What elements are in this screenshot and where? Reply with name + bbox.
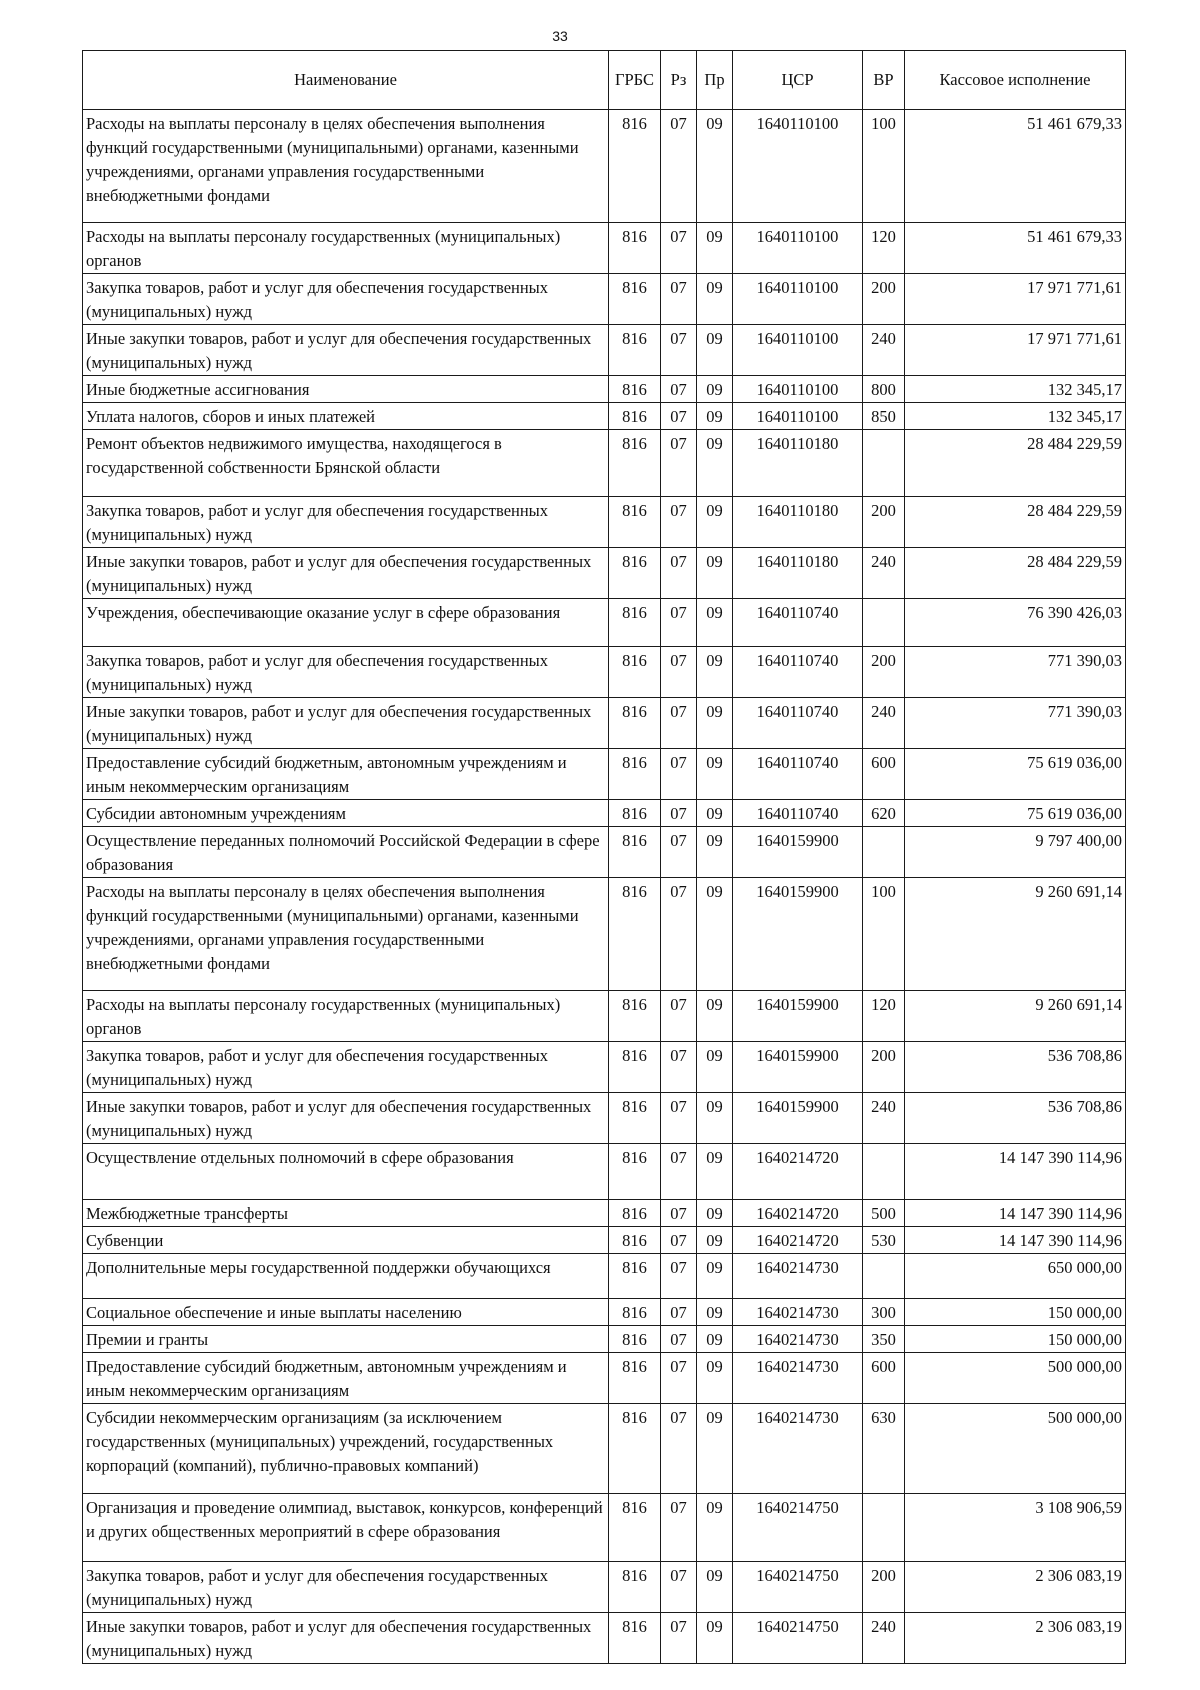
row-grbs: 816	[609, 1227, 661, 1254]
table-row	[83, 1299, 1126, 1326]
row-name: Закупка товаров, работ и услуг для обеспечения государственных (муниципальных) нужд	[83, 1562, 609, 1613]
row-vr: 600	[863, 1353, 905, 1404]
row-name: Дополнительные меры государственной поддержки обучающихся	[83, 1254, 609, 1299]
table-header-row	[83, 51, 1126, 110]
row-csr: 1640110740	[733, 800, 863, 827]
row-pr: 09	[697, 1254, 733, 1299]
row-rz: 07	[661, 274, 697, 325]
row-amount: 28 484 229,59	[905, 430, 1126, 497]
row-pr: 09	[697, 376, 733, 403]
row-name: Расходы на выплаты персоналу государственных (муниципальных) органов	[83, 223, 609, 274]
row-pr: 09	[697, 991, 733, 1042]
row-name: Премии и гранты	[83, 1326, 609, 1353]
table-body	[83, 110, 1126, 1664]
row-pr: 09	[697, 698, 733, 749]
row-csr: 1640214750	[733, 1562, 863, 1613]
row-csr: 1640214730	[733, 1254, 863, 1299]
row-csr: 1640159900	[733, 827, 863, 878]
row-pr: 09	[697, 599, 733, 647]
row-vr: 530	[863, 1227, 905, 1254]
row-rz: 07	[661, 647, 697, 698]
row-rz: 07	[661, 800, 697, 827]
row-csr: 1640110180	[733, 548, 863, 599]
budget-execution-table	[82, 50, 1126, 1664]
table-row	[83, 1254, 1126, 1299]
row-grbs: 816	[609, 991, 661, 1042]
header-csr: ЦСР	[733, 51, 863, 110]
row-vr: 630	[863, 1404, 905, 1494]
row-name: Закупка товаров, работ и услуг для обеспечения государственных (муниципальных) нужд	[83, 647, 609, 698]
row-name: Расходы на выплаты персоналу государственных (муниципальных) органов	[83, 991, 609, 1042]
row-pr: 09	[697, 1227, 733, 1254]
table-row	[83, 1326, 1126, 1353]
row-vr: 200	[863, 497, 905, 548]
row-name: Закупка товаров, работ и услуг для обеспечения государственных (муниципальных) нужд	[83, 274, 609, 325]
row-rz: 07	[661, 1227, 697, 1254]
row-pr: 09	[697, 325, 733, 376]
row-amount: 51 461 679,33	[905, 223, 1126, 274]
table-row	[83, 403, 1126, 430]
row-csr: 1640110180	[733, 430, 863, 497]
header-grbs: ГРБС	[609, 51, 661, 110]
row-grbs: 816	[609, 827, 661, 878]
table-row	[83, 827, 1126, 878]
row-rz: 07	[661, 1093, 697, 1144]
row-name: Иные закупки товаров, работ и услуг для обеспечения государственных (муниципальных) нужд	[83, 1093, 609, 1144]
row-grbs: 816	[609, 1353, 661, 1404]
row-amount: 9 797 400,00	[905, 827, 1126, 878]
row-vr	[863, 827, 905, 878]
row-pr: 09	[697, 1093, 733, 1144]
row-grbs: 816	[609, 1404, 661, 1494]
row-pr: 09	[697, 1494, 733, 1562]
table-row	[83, 647, 1126, 698]
row-vr: 800	[863, 376, 905, 403]
row-name: Ремонт объектов недвижимого имущества, находящегося в государственной собственности Брянской области	[83, 430, 609, 497]
row-pr: 09	[697, 223, 733, 274]
row-name: Субсидии некоммерческим организациям (за исключением государственных (муниципальных) учреждений, государственных корпораций (компаний), публично-правовых компаний)	[83, 1404, 609, 1494]
row-grbs: 816	[609, 274, 661, 325]
row-csr: 1640214750	[733, 1613, 863, 1664]
row-grbs: 816	[609, 110, 661, 223]
row-csr: 1640159900	[733, 878, 863, 991]
row-amount: 3 108 906,59	[905, 1494, 1126, 1562]
row-amount: 14 147 390 114,96	[905, 1200, 1126, 1227]
row-vr: 240	[863, 698, 905, 749]
row-grbs: 816	[609, 325, 661, 376]
row-rz: 07	[661, 1562, 697, 1613]
row-grbs: 816	[609, 1494, 661, 1562]
row-amount: 75 619 036,00	[905, 749, 1126, 800]
row-csr: 1640110740	[733, 698, 863, 749]
row-rz: 07	[661, 1353, 697, 1404]
header-amount: Кассовое исполнение	[905, 51, 1126, 110]
row-amount: 51 461 679,33	[905, 110, 1126, 223]
row-rz: 07	[661, 878, 697, 991]
row-name: Осуществление переданных полномочий Российской Федерации в сфере образования	[83, 827, 609, 878]
row-csr: 1640110100	[733, 325, 863, 376]
table-row	[83, 110, 1126, 223]
row-grbs: 816	[609, 497, 661, 548]
row-vr: 200	[863, 274, 905, 325]
row-name: Расходы на выплаты персоналу в целях обеспечения выполнения функций государственными (муниципальными) органами, казенными учреждениями, органами управления государственными внебюджетными фондами	[83, 110, 609, 223]
row-rz: 07	[661, 1613, 697, 1664]
row-amount: 2 306 083,19	[905, 1562, 1126, 1613]
table-row	[83, 376, 1126, 403]
table-row	[83, 1200, 1126, 1227]
header-pr: Пр	[697, 51, 733, 110]
row-grbs: 816	[609, 1093, 661, 1144]
row-csr: 1640110180	[733, 497, 863, 548]
table-row	[83, 1494, 1126, 1562]
row-amount: 771 390,03	[905, 698, 1126, 749]
row-name: Закупка товаров, работ и услуг для обеспечения государственных (муниципальных) нужд	[83, 497, 609, 548]
row-rz: 07	[661, 1200, 697, 1227]
row-rz: 07	[661, 430, 697, 497]
row-pr: 09	[697, 497, 733, 548]
row-vr: 300	[863, 1299, 905, 1326]
row-vr: 200	[863, 647, 905, 698]
row-amount: 536 708,86	[905, 1093, 1126, 1144]
row-amount: 771 390,03	[905, 647, 1126, 698]
row-amount: 132 345,17	[905, 376, 1126, 403]
row-amount: 17 971 771,61	[905, 325, 1126, 376]
row-pr: 09	[697, 1353, 733, 1404]
row-csr: 1640110100	[733, 376, 863, 403]
row-amount: 9 260 691,14	[905, 991, 1126, 1042]
table-row	[83, 274, 1126, 325]
row-vr: 120	[863, 223, 905, 274]
row-pr: 09	[697, 548, 733, 599]
row-vr: 240	[863, 325, 905, 376]
row-grbs: 816	[609, 698, 661, 749]
row-name: Закупка товаров, работ и услуг для обеспечения государственных (муниципальных) нужд	[83, 1042, 609, 1093]
row-rz: 07	[661, 376, 697, 403]
row-vr: 500	[863, 1200, 905, 1227]
row-csr: 1640214730	[733, 1353, 863, 1404]
row-rz: 07	[661, 599, 697, 647]
row-pr: 09	[697, 403, 733, 430]
row-grbs: 816	[609, 223, 661, 274]
row-vr	[863, 1254, 905, 1299]
header-rz: Рз	[661, 51, 697, 110]
row-amount: 75 619 036,00	[905, 800, 1126, 827]
row-rz: 07	[661, 698, 697, 749]
table-row	[83, 599, 1126, 647]
table-row	[83, 1227, 1126, 1254]
table-row	[83, 878, 1126, 991]
table-row	[83, 1562, 1126, 1613]
row-vr	[863, 599, 905, 647]
table-row	[83, 1093, 1126, 1144]
row-csr: 1640110740	[733, 599, 863, 647]
row-pr: 09	[697, 647, 733, 698]
row-amount: 76 390 426,03	[905, 599, 1126, 647]
table-row	[83, 698, 1126, 749]
row-pr: 09	[697, 1613, 733, 1664]
row-grbs: 816	[609, 1326, 661, 1353]
header-name: Наименование	[83, 51, 609, 110]
row-amount: 650 000,00	[905, 1254, 1126, 1299]
row-csr: 1640110100	[733, 403, 863, 430]
row-amount: 132 345,17	[905, 403, 1126, 430]
row-vr: 620	[863, 800, 905, 827]
row-rz: 07	[661, 827, 697, 878]
row-rz: 07	[661, 403, 697, 430]
row-pr: 09	[697, 800, 733, 827]
row-vr: 850	[863, 403, 905, 430]
row-pr: 09	[697, 1404, 733, 1494]
row-name: Иные закупки товаров, работ и услуг для обеспечения государственных (муниципальных) нужд	[83, 325, 609, 376]
row-rz: 07	[661, 1042, 697, 1093]
row-rz: 07	[661, 1326, 697, 1353]
row-name: Субвенции	[83, 1227, 609, 1254]
row-grbs: 816	[609, 403, 661, 430]
row-csr: 1640110740	[733, 749, 863, 800]
row-csr: 1640214720	[733, 1200, 863, 1227]
row-csr: 1640159900	[733, 991, 863, 1042]
row-name: Иные закупки товаров, работ и услуг для обеспечения государственных (муниципальных) нужд	[83, 1613, 609, 1664]
row-csr: 1640214730	[733, 1404, 863, 1494]
row-grbs: 816	[609, 1254, 661, 1299]
row-grbs: 816	[609, 647, 661, 698]
row-name: Иные закупки товаров, работ и услуг для обеспечения государственных (муниципальных) нужд	[83, 698, 609, 749]
row-pr: 09	[697, 1042, 733, 1093]
row-grbs: 816	[609, 1299, 661, 1326]
row-grbs: 816	[609, 548, 661, 599]
row-pr: 09	[697, 1562, 733, 1613]
row-name: Уплата налогов, сборов и иных платежей	[83, 403, 609, 430]
table-row	[83, 325, 1126, 376]
row-vr: 100	[863, 878, 905, 991]
table-row	[83, 1353, 1126, 1404]
row-rz: 07	[661, 991, 697, 1042]
table-row	[83, 1404, 1126, 1494]
table-row	[83, 1144, 1126, 1200]
row-grbs: 816	[609, 878, 661, 991]
row-amount: 28 484 229,59	[905, 497, 1126, 548]
row-csr: 1640214730	[733, 1299, 863, 1326]
row-vr	[863, 1494, 905, 1562]
row-vr	[863, 1144, 905, 1200]
row-pr: 09	[697, 430, 733, 497]
row-csr: 1640214750	[733, 1494, 863, 1562]
row-pr: 09	[697, 878, 733, 991]
table-row	[83, 1042, 1126, 1093]
row-rz: 07	[661, 497, 697, 548]
row-vr: 200	[863, 1042, 905, 1093]
row-grbs: 816	[609, 376, 661, 403]
row-rz: 07	[661, 1144, 697, 1200]
row-pr: 09	[697, 1326, 733, 1353]
row-csr: 1640110740	[733, 647, 863, 698]
row-rz: 07	[661, 548, 697, 599]
row-grbs: 816	[609, 1613, 661, 1664]
row-vr: 350	[863, 1326, 905, 1353]
row-vr: 240	[863, 1093, 905, 1144]
row-vr: 240	[863, 1613, 905, 1664]
row-name: Иные бюджетные ассигнования	[83, 376, 609, 403]
row-vr: 120	[863, 991, 905, 1042]
row-rz: 07	[661, 110, 697, 223]
row-csr: 1640110100	[733, 110, 863, 223]
row-pr: 09	[697, 749, 733, 800]
row-vr: 240	[863, 548, 905, 599]
row-amount: 500 000,00	[905, 1404, 1126, 1494]
table-row	[83, 749, 1126, 800]
row-name: Предоставление субсидий бюджетным, автономным учреждениям и иным некоммерческим организациям	[83, 1353, 609, 1404]
page-number: 33	[552, 28, 568, 44]
row-rz: 07	[661, 1299, 697, 1326]
row-pr: 09	[697, 1144, 733, 1200]
row-name: Иные закупки товаров, работ и услуг для обеспечения государственных (муниципальных) нужд	[83, 548, 609, 599]
row-pr: 09	[697, 1299, 733, 1326]
row-grbs: 816	[609, 1200, 661, 1227]
row-amount: 536 708,86	[905, 1042, 1126, 1093]
row-vr: 600	[863, 749, 905, 800]
row-amount: 17 971 771,61	[905, 274, 1126, 325]
row-csr: 1640214730	[733, 1326, 863, 1353]
row-rz: 07	[661, 749, 697, 800]
table-row	[83, 991, 1126, 1042]
row-grbs: 816	[609, 1144, 661, 1200]
row-name: Учреждения, обеспечивающие оказание услуг в сфере образования	[83, 599, 609, 647]
row-pr: 09	[697, 1200, 733, 1227]
row-name: Предоставление субсидий бюджетным, автономным учреждениям и иным некоммерческим организациям	[83, 749, 609, 800]
row-grbs: 816	[609, 430, 661, 497]
row-rz: 07	[661, 1254, 697, 1299]
row-amount: 14 147 390 114,96	[905, 1144, 1126, 1200]
row-csr: 1640159900	[733, 1093, 863, 1144]
row-name: Межбюджетные трансферты	[83, 1200, 609, 1227]
row-grbs: 816	[609, 749, 661, 800]
row-grbs: 816	[609, 599, 661, 647]
row-csr: 1640110100	[733, 274, 863, 325]
row-rz: 07	[661, 1494, 697, 1562]
row-name: Организация и проведение олимпиад, выставок, конкурсов, конференций и других общественных мероприятий в сфере образования	[83, 1494, 609, 1562]
row-grbs: 816	[609, 800, 661, 827]
row-name: Социальное обеспечение и иные выплаты населению	[83, 1299, 609, 1326]
row-name: Осуществление отдельных полномочий в сфере образования	[83, 1144, 609, 1200]
table-row	[83, 430, 1126, 497]
row-csr: 1640110100	[733, 223, 863, 274]
row-rz: 07	[661, 1404, 697, 1494]
row-amount: 150 000,00	[905, 1299, 1126, 1326]
row-vr: 200	[863, 1562, 905, 1613]
row-grbs: 816	[609, 1562, 661, 1613]
table-row	[83, 497, 1126, 548]
row-amount: 14 147 390 114,96	[905, 1227, 1126, 1254]
row-amount: 28 484 229,59	[905, 548, 1126, 599]
row-amount: 9 260 691,14	[905, 878, 1126, 991]
row-vr	[863, 430, 905, 497]
row-amount: 500 000,00	[905, 1353, 1126, 1404]
row-amount: 2 306 083,19	[905, 1613, 1126, 1664]
row-csr: 1640159900	[733, 1042, 863, 1093]
row-pr: 09	[697, 274, 733, 325]
row-pr: 09	[697, 110, 733, 223]
row-amount: 150 000,00	[905, 1326, 1126, 1353]
header-vr: ВР	[863, 51, 905, 110]
table-row	[83, 1613, 1126, 1664]
row-name: Расходы на выплаты персоналу в целях обеспечения выполнения функций государственными (муниципальными) органами, казенными учреждениями, органами управления государственными внебюджетными фондами	[83, 878, 609, 991]
row-vr: 100	[863, 110, 905, 223]
table-row	[83, 548, 1126, 599]
row-name: Субсидии автономным учреждениям	[83, 800, 609, 827]
row-csr: 1640214720	[733, 1227, 863, 1254]
table-row	[83, 223, 1126, 274]
table-row	[83, 800, 1126, 827]
row-csr: 1640214720	[733, 1144, 863, 1200]
row-pr: 09	[697, 827, 733, 878]
row-rz: 07	[661, 223, 697, 274]
row-rz: 07	[661, 325, 697, 376]
row-grbs: 816	[609, 1042, 661, 1093]
